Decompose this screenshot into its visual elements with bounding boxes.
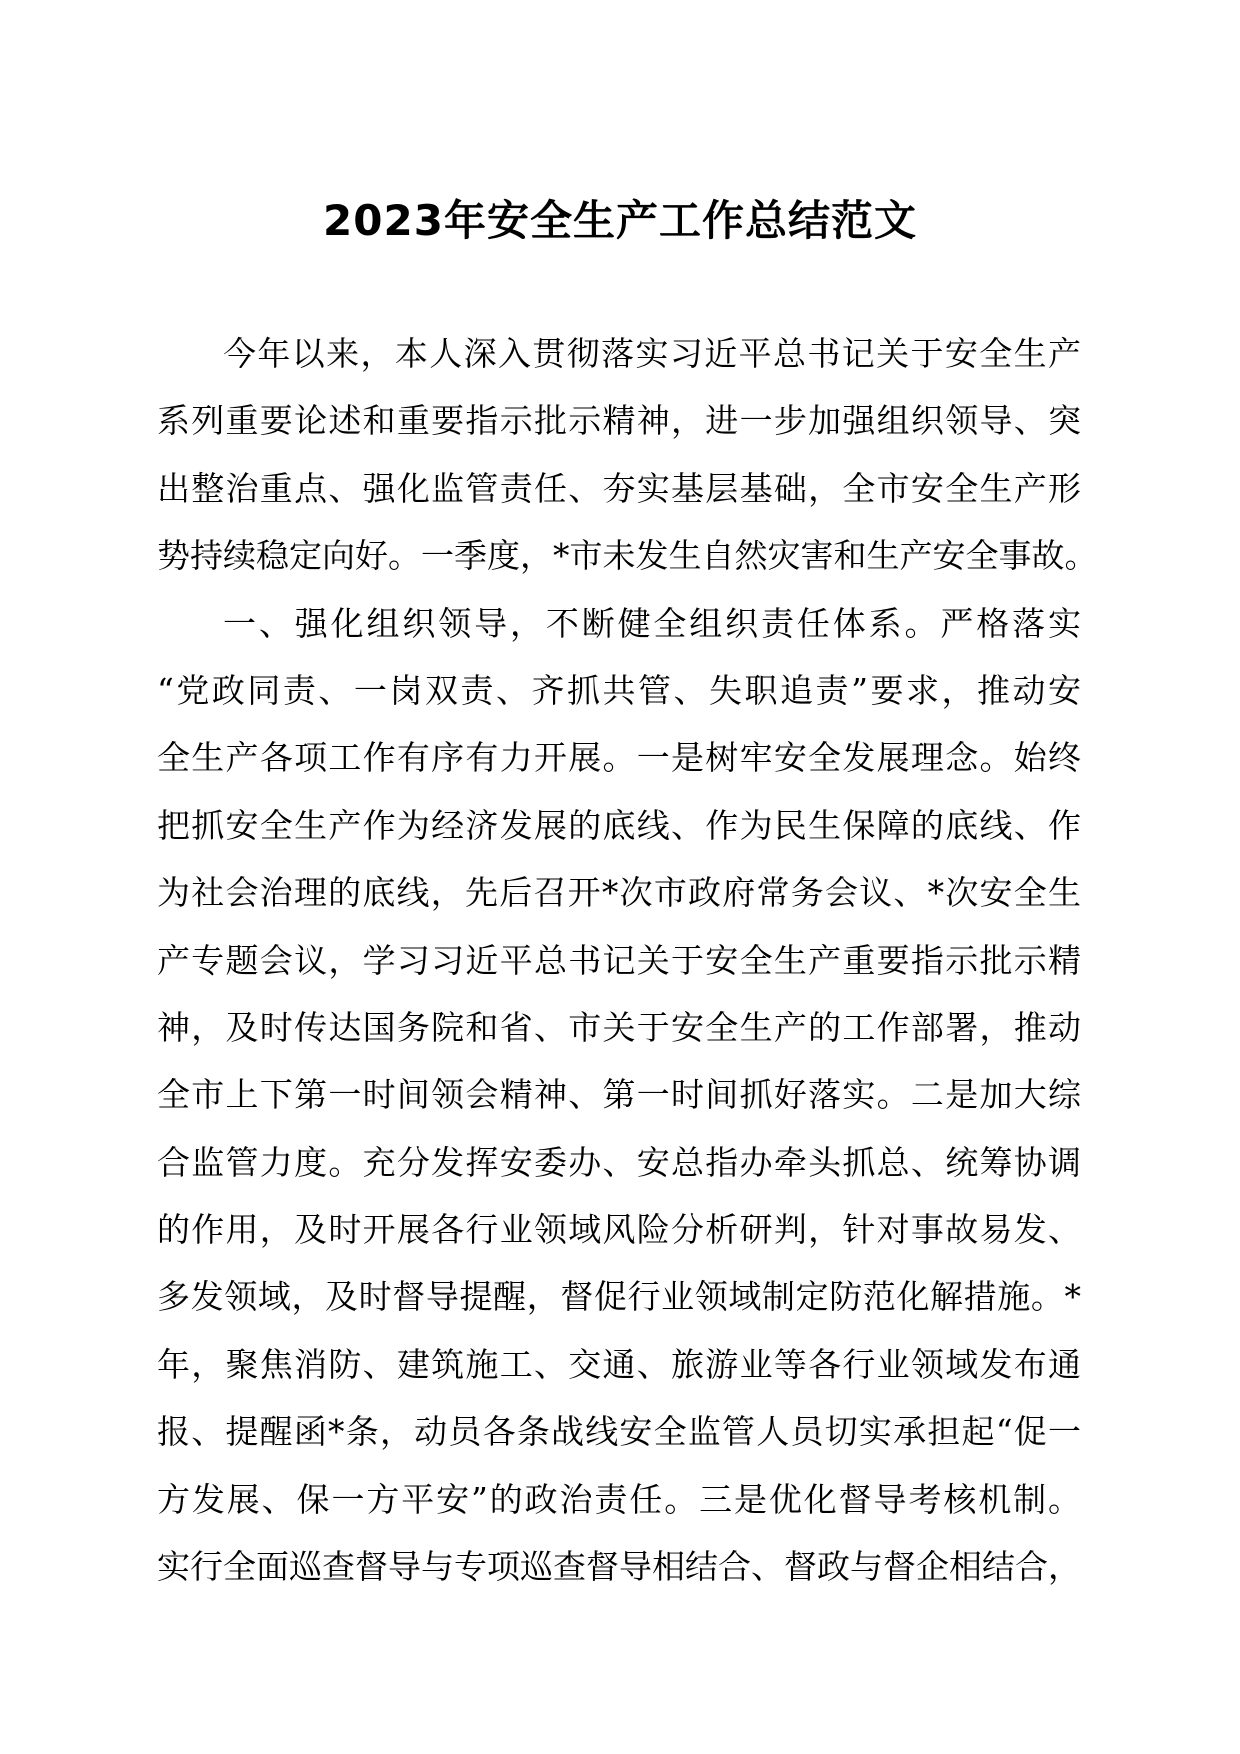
text-line: 年，聚焦消防、建筑施工、交通、旅游业等各行业领域发布通 [157,1344,1081,1384]
text-line: 全生产各项工作有序有力开展。一是树牢安全发展理念。始终 [157,738,1081,778]
text-line: 神，及时传达国务院和省、市关于安全生产的工作部署，推动 [157,1007,1081,1047]
text-line: 合监管力度。充分发挥安委办、安总指办牵头抓总、统筹协调 [157,1142,1081,1182]
text-line: 势持续稳定向好。一季度，*市未发生自然灾害和生产安全事故。 [157,536,1098,576]
document-title: 2023年安全生产工作总结范文 [323,196,917,245]
text-line: 方发展、保一方平安”的政治责任。三是优化督导考核机制。 [157,1479,1081,1519]
text-line: 报、提醒函*条，动员各条战线安全监管人员切实承担起“促一 [157,1412,1081,1452]
document-body [157,320,1098,1600]
text-line: 多发领域，及时督导提醒，督促行业领域制定防范化解措施。* [157,1277,1081,1317]
text-line: 实行全面巡查督导与专项巡查督导相结合、督政与督企相结合， [157,1547,1081,1587]
text-line: 出整治重点、强化监管责任、夯实基层基础，全市安全生产形 [157,468,1081,508]
text-line: 的作用，及时开展各行业领域风险分析研判，针对事故易发、 [157,1210,1081,1250]
text-line: 全市上下第一时间领会精神、第一时间抓好落实。二是加大综 [157,1075,1081,1115]
text-line: 今年以来，本人深入贯彻落实习近平总书记关于安全生产 [223,334,1081,373]
text-line: 产专题会议，学习习近平总书记关于安全生产重要指示批示精 [157,940,1081,980]
text-line: 把抓安全生产作为经济发展的底线、作为民生保障的底线、作 [157,805,1081,845]
text-line: “党政同责、一岗双责、齐抓共管、失职追责”要求，推动安 [157,670,1081,710]
text-line: 为社会治理的底线，先后召开*次市政府常务会议、*次安全生 [157,873,1082,913]
text-line: 系列重要论述和重要指示批示精神，进一步加强组织领导、突 [157,401,1081,441]
text-line: 一、强化组织领导，不断健全组织责任体系。严格落实 [223,603,1081,643]
